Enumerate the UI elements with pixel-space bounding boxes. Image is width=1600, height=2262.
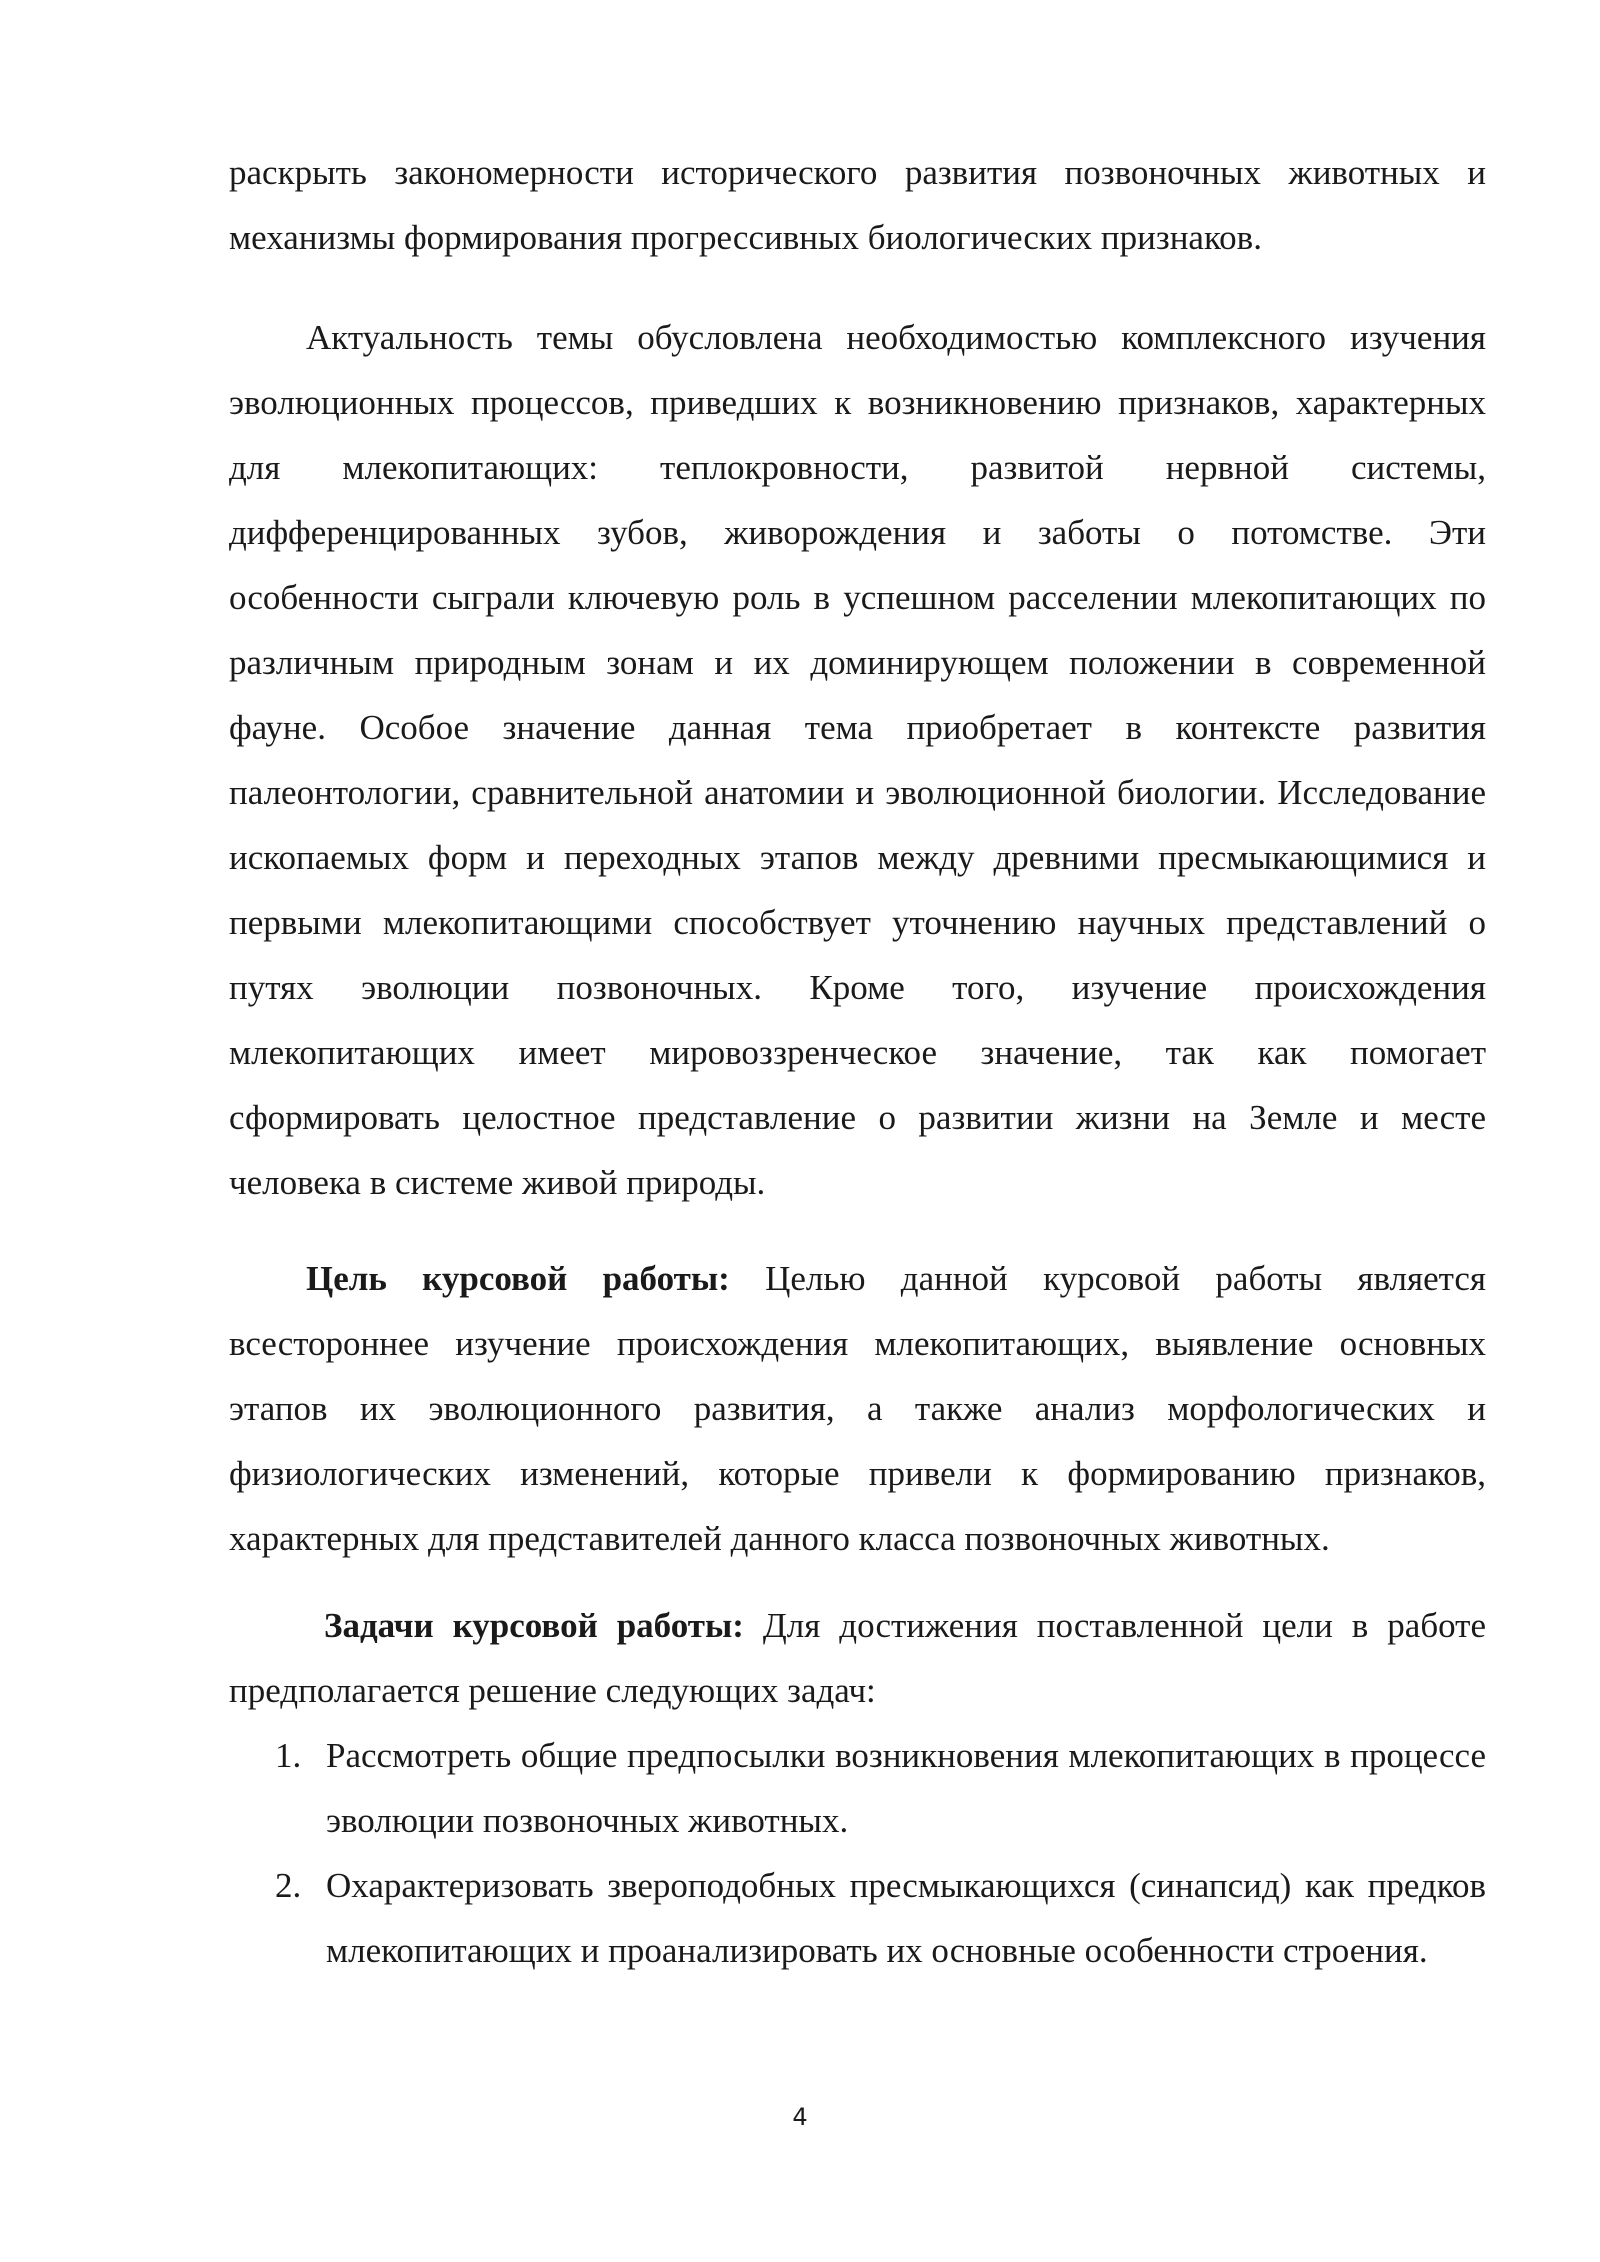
paragraph-tasks-intro	[229, 1593, 1486, 1723]
page-number: 4	[792, 2103, 808, 2131]
list-item-number: 1.	[275, 1736, 302, 1775]
list-item-text: Рассмотреть общие предпосылки возникновения млекопитающих в процессе эволюции позвоночных животных.	[326, 1736, 1486, 1840]
list-item	[229, 1853, 1486, 1983]
paragraph-intro-end: раскрыть закономерности исторического развития позвоночных животных и механизмы формирования прогрессивных биологических признаков.	[229, 153, 1486, 257]
tasks-list	[229, 1723, 1486, 1983]
tasks-intro-text: Для достижения поставленной цели в работе предполагается решение следующих задач:	[229, 1606, 1486, 1710]
goal-heading: Цель курсовой работы:	[306, 1259, 730, 1298]
document-page	[229, 140, 1486, 1983]
paragraph-relevance: Актуальность темы обусловлена необходимостью комплексного изучения эволюционных процессов, приведших к возникновению признаков, характерных для млекопитающих: теплокровности, развитой нервной системы, дифференцированных зубов, живорождения и заботы о потомстве. Эти особенности сыграли ключевую роль в успешном расселении млекопитающих по различным природным зонам и их доминирующем положении в современной фауне. Особое значение данная тема приобретает в контексте развития палеонтологии, сравнительной анатомии и эволюционной биологии. Исследование ископаемых форм и переходных этапов между древними пресмыкающимися и первыми млекопитающими способствует уточнению научных представлений о путях эволюции позвоночных. Кроме того, изучение происхождения млекопитающих имеет мировоззренческое значение, так как помогает сформировать целостное представление о развитии жизни на Земле и месте человека в системе живой природы.	[229, 318, 1486, 1202]
list-item-number: 2.	[275, 1866, 302, 1905]
tasks-heading: Задачи курсовой работы:	[324, 1606, 744, 1645]
paragraph-goal	[229, 1246, 1486, 1571]
goal-text: Целью данной курсовой работы является всестороннее изучение происхождения млекопитающих, выявление основных этапов их эволюционного развития, а также анализ морфологических и физиологических изменений, которые привели к формированию признаков, характерных для представителей данного класса позвоночных животных.	[229, 1259, 1486, 1558]
list-item-text: Охарактеризовать звероподобных пресмыкающихся (синапсид) как предков млекопитающих и проанализировать их основные особенности строения.	[326, 1866, 1486, 1970]
list-item	[229, 1723, 1486, 1853]
